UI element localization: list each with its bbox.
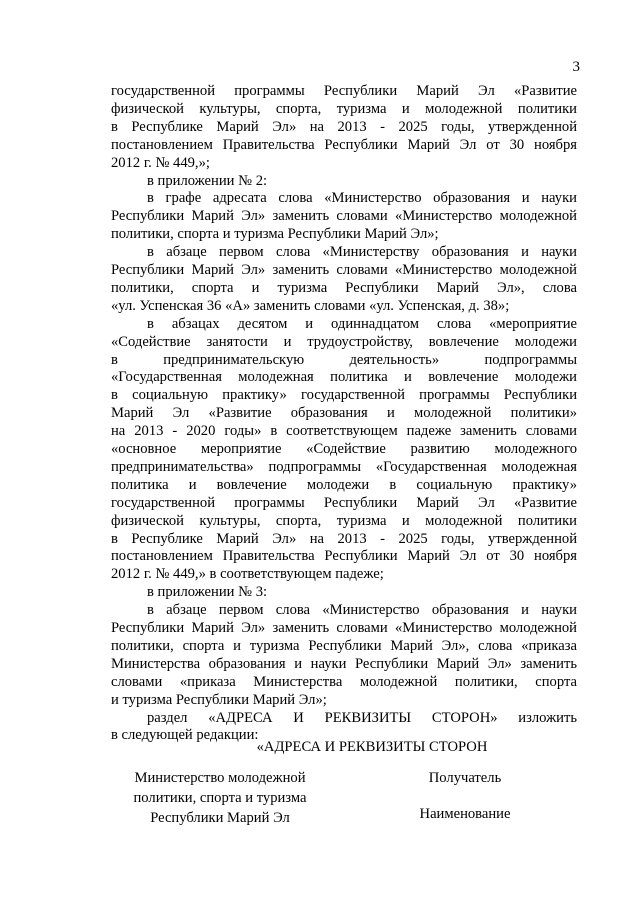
text-line: «ул. Успенская 36 «А» заменить словами «ул. Успенская, д. 38»; — [111, 297, 510, 314]
text-line: в приложении № 3: — [147, 584, 268, 601]
text-line: на 2013 - 2020 годы» в соответствующем падеже заменить словами — [111, 423, 577, 440]
text-line: 2012 г. № 449,» в соответствующем падеже; — [111, 566, 384, 583]
right-party-name-label: Наименование — [419, 806, 511, 822]
text-line: в социальную практику» государственной программы Республики — [111, 387, 577, 404]
section-heading: «АДРЕСА И РЕКВИЗИТЫ СТОРОН — [256, 739, 488, 755]
text-line: в абзаце первом слова «Министерство образования и науки — [147, 602, 577, 619]
page-number: 3 — [572, 59, 580, 75]
text-line: в абзацах десятом и одиннадцатом слова «мероприятие — [147, 315, 577, 332]
text-line: в предпринимательскую деятельность» подпрограммы — [111, 351, 577, 368]
text-line: Марий Эл «Развитие образования и молодежной политики» — [111, 405, 577, 422]
text-line: государственной программы Республики Марий Эл «Развитие — [111, 83, 577, 99]
text-line: физической культуры, спорта, туризма и молодежной политики — [111, 100, 577, 117]
text-line: в Республике Марий Эл» на 2013 - 2025 годы, утвержденной — [111, 118, 577, 135]
left-party-line-3: Республики Марий Эл — [150, 810, 290, 826]
text-line: Республики Марий Эл» заменить словами «Министерство молодежной — [111, 620, 577, 636]
text-line: Министерства образования и науки Республики Марий Эл» заменить — [111, 655, 577, 672]
left-party-block — [120, 768, 320, 828]
text-line: в Республике Марий Эл» на 2013 - 2025 годы, утвержденной — [111, 530, 577, 547]
text-line: «основное мероприятие «Содействие развитию молодежного — [111, 441, 577, 457]
text-line: словами «приказа Министерства молодежной политики, спорта — [111, 673, 577, 690]
text-line: государственной программы Республики Марий Эл «Развитие — [111, 494, 577, 511]
text-line: постановлением Правительства Республики Марий Эл от 30 ноября — [111, 136, 577, 153]
text-line: физической культуры, спорта, туризма и молодежной политики — [111, 512, 577, 529]
text-line: предпринимательства» подпрограммы «Государственная молодежная — [111, 458, 577, 475]
text-line: в приложении № 2: — [147, 172, 268, 189]
text-line: в следующей редакции: — [111, 727, 259, 744]
text-line: «Содействие занятости и трудоустройству, вовлечение молодежи — [111, 333, 577, 350]
text-line: «Государственная молодежная политика и вовлечение молодежи — [111, 369, 577, 386]
text-line: в абзаце первом слова «Министерству образования и науки — [147, 244, 577, 261]
text-line: политики, спорта и туризма Республики Марий Эл», слова — [111, 279, 577, 296]
text-line: постановлением Правительства Республики Марий Эл от 30 ноября — [111, 548, 577, 565]
left-party-line-1: Министерство молодежной — [134, 770, 306, 786]
text-line: политики, спорта и туризма Республики Марий Эл», слова «приказа — [111, 637, 577, 654]
text-line: Республики Марий Эл» заменить словами «Министерство молодежной — [111, 208, 577, 225]
text-line: политика и вовлечение молодежи в социальную практику» — [111, 476, 577, 493]
text-line: и туризма Республики Марий Эл»; — [111, 691, 327, 708]
text-line: Республики Марий Эл» заменить словами «Министерство молодежной — [111, 262, 577, 278]
left-party-line-2: политики, спорта и туризма — [133, 790, 307, 806]
right-party-title: Получатель — [428, 770, 502, 786]
text-line: раздел «АДРЕСА И РЕКВИЗИТЫ СТОРОН» изложить — [147, 709, 577, 726]
text-line: в графе адресата слова «Министерство образования и науки — [147, 190, 577, 207]
text-line: политики, спорта и туризма Республики Марий Эл»; — [111, 226, 439, 243]
text-line: 2012 г. № 449,»; — [111, 154, 210, 171]
